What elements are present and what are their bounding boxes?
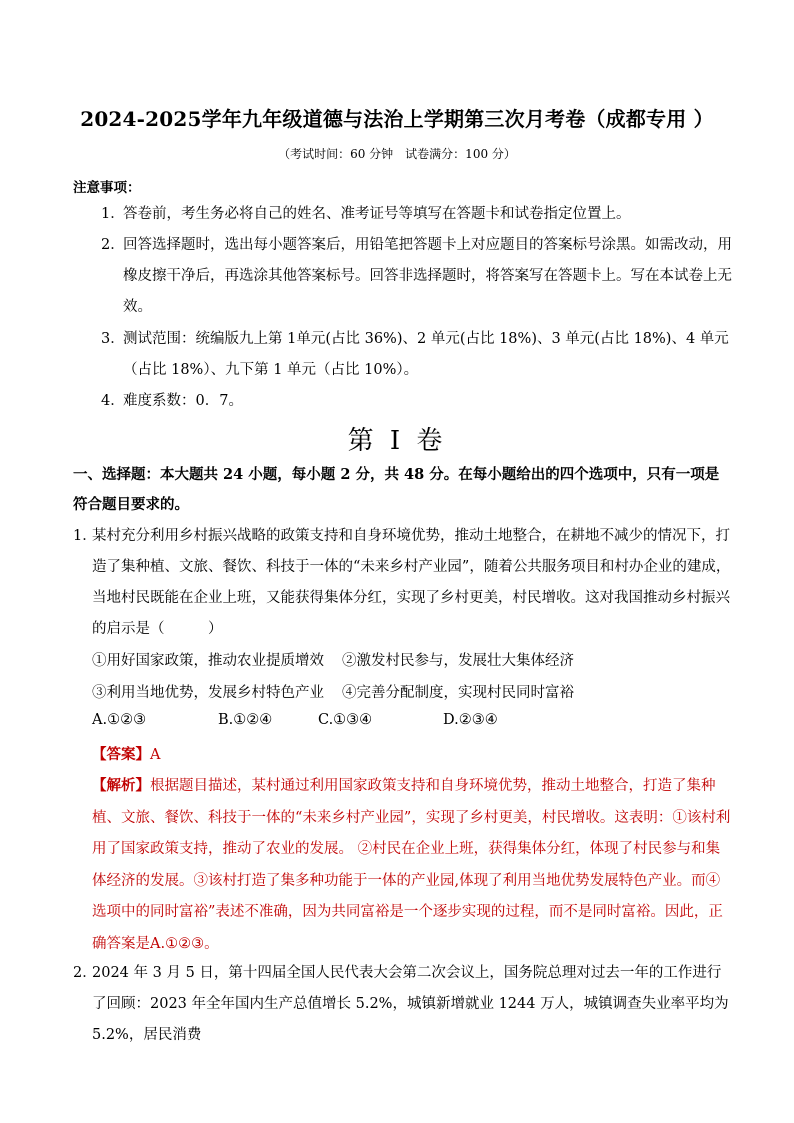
choice-c: C.①③④ [318,712,373,728]
section-heading: 一、选择题：本大题共 24 小题，每小题 2 分，共 48 分。在每小题给出的四个选项中，只有一项是符合题目要求的。 [73,466,720,513]
option-item: ③利用当地优势，发展乡村特色产业 [92,685,324,701]
page-title: 2024-2025学年九年级道德与法治上学期第三次月考卷（成都专用 ） [80,107,714,131]
notice-item-number: 4． [101,393,125,409]
analysis-tag: 【解析】 [92,777,150,794]
question-2 [73,958,733,1051]
notice-item-text: 难度系数：0．7。 [123,393,243,409]
question-1 [73,521,733,645]
choice-b: B.①②④ [218,712,273,728]
notice-item-text: 答卷前，考生务必将自己的姓名、准考证号等填写在答题卡和试卷指定位置上。 [123,206,631,222]
option-item: ①用好国家政策，推动农业提质增效 [92,653,324,669]
option-row [92,645,574,677]
analysis-text: 根据题目描述，某村通过利用国家政策支持和自身环境优势，推动土地整合，打造了集种植、文旅、餐饮、科技于一体的“未来乡村产业园”，实现了乡村更美，村民增收。这表明：①该村利用了国家政策支持，推动了农业的发展。 ②村民在企业上班，获得集体分红，体现了村民参与和集体经济的发展。③该村打造了集多种功能于一体的产业园,体现了利用当地优势发展特色产业。而④选项中的同时富裕”表述不准确，因为共同富裕是一个逐步实现的过程，而不是同时富裕。因此，正确答案是A.①②③。 [92,778,731,952]
answer-tag: 【答案】 [92,746,150,763]
part-title: 第 I 卷 [347,426,447,456]
choice-a: A.①②③ [92,712,147,728]
option-row [92,677,574,709]
notice-item-text: 测试范围：统编版九上第 1单元(占比 36%)、2 单元(占比 18%)、3 单元(占比 18%)、4 单元（占比 18%）、九下第 1 单元（占比 10%）。 [123,331,729,378]
answer-value: A [150,747,161,763]
question-stem: 某村充分利用乡村振兴战略的政策支持和自身环境优势，推动土地整合，在耕地不减少的情况下，打造了集种植、文旅、餐饮、科技于一体的“未来乡村产业园”，随着公共服务项目和村办企业的建成，当地村民既能在企业上班，又能获得集体分红，实现了乡村更美，村民增收。这对我国推动乡村振兴的启示是（ ） [92,528,731,637]
notice-item [73,230,733,323]
question-stem: 2024 年 3 月 5 日，第十四届全国人民代表大会第二次会议上，国务院总理对过去一年的工作进行了回顾：2023 年全年国内生产总值增长 5.2%，城镇新增就业 1244 万人，城镇调查失业率平均为 5.2%，居民消费 [92,965,729,1043]
choice-list [92,712,498,728]
choice-d: D.②③④ [443,712,498,728]
answer [92,743,160,764]
option-item: ④完善分配制度，实现村民同时富裕 [342,685,574,701]
notice-heading: 注意事项： [73,180,141,196]
question-number: 1． [73,528,97,544]
option-item: ②激发村民参与，发展壮大集体经济 [342,653,574,669]
exam-info: （考试时间：60 分钟 试卷满分：100 分） [278,147,516,161]
notice-item-number: 2． [101,237,125,253]
notice-item [73,199,733,230]
question-number: 2． [73,965,97,981]
notice-item-number: 3． [101,331,125,347]
option-list [92,645,574,709]
analysis [92,770,732,960]
notice-item [73,386,733,417]
notice-item-number: 1． [101,206,125,222]
notice-item [73,324,733,386]
notice-item-text: 回答选择题时，选出每小题答案后，用铅笔把答题卡上对应题目的答案标号涂黑。如需改动，用橡皮擦干净后，再选涂其他答案标号。回答非选择题时，将答案写在答题卡上。写在本试卷上无效。 [123,237,732,315]
